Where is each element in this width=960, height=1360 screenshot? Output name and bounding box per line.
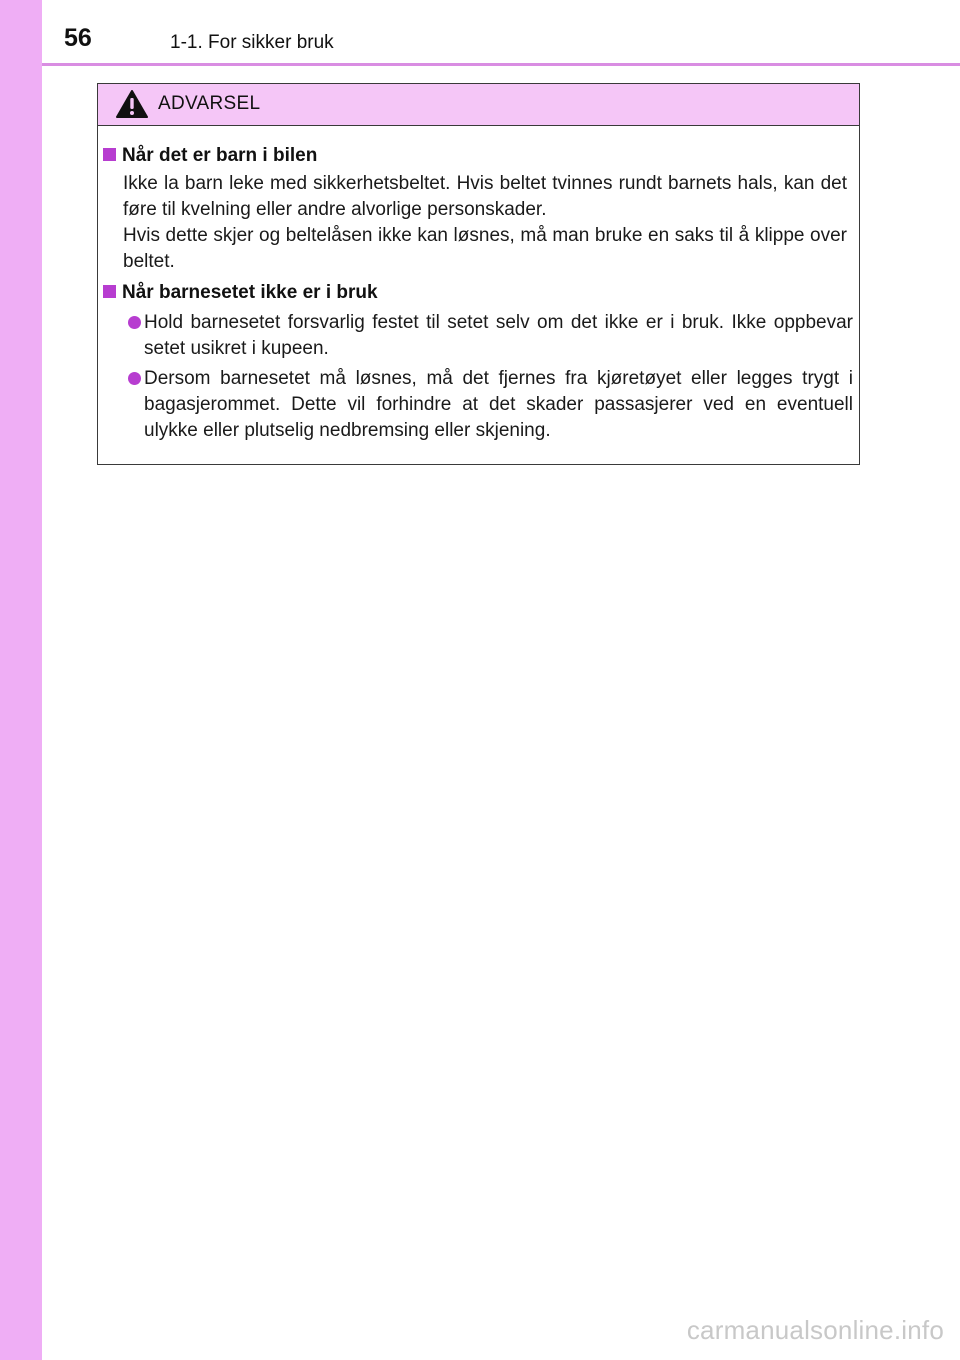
section-heading-unused-seat	[103, 282, 378, 304]
warning-triangle-icon	[115, 89, 149, 119]
bullet-item	[123, 366, 853, 444]
page-number: 56	[64, 24, 92, 52]
warning-label: ADVARSEL	[158, 93, 261, 114]
bullet-text: Dersom barnesetet må løsnes, må det fjernes fra kjøretøyet eller legges trygt i bagasjerommet. Dette vil forhindre at det skader passasjerer ved en eventuell ulykke eller plutselig nedbremsing eller skjening.	[144, 368, 853, 441]
section-title: 1-1. For sikker bruk	[170, 32, 334, 53]
watermark: carmanualsonline.info	[686, 1315, 944, 1345]
header-rule	[42, 63, 960, 66]
heading-text: Når barnesetet ikke er i bruk	[122, 282, 378, 303]
bullet-item	[123, 310, 853, 362]
heading-square-icon	[103, 148, 116, 161]
bullet-dot-icon	[128, 372, 141, 385]
bullet-dot-icon	[128, 316, 141, 329]
side-tab	[0, 0, 42, 1360]
heading-square-icon	[103, 285, 116, 298]
heading-text: Når det er barn i bilen	[122, 145, 318, 166]
bullet-text: Hold barnesetet forsvarlig festet til setet selv om det ikke er i bruk. Ikke oppbevar setet usikret i kupeen.	[144, 312, 853, 359]
paragraph: Hvis dette skjer og beltelåsen ikke kan løsnes, må man bruke en saks til å klippe over beltet.	[123, 225, 847, 272]
section-heading-children	[103, 145, 317, 167]
warning-header	[98, 84, 859, 126]
paragraph: Ikke la barn leke med sikkerhetsbeltet. Hvis beltet tvinnes rundt barnets hals, kan det føre til kvelning eller andre alvorlige personskader.	[123, 173, 847, 220]
warning-box	[97, 83, 860, 465]
